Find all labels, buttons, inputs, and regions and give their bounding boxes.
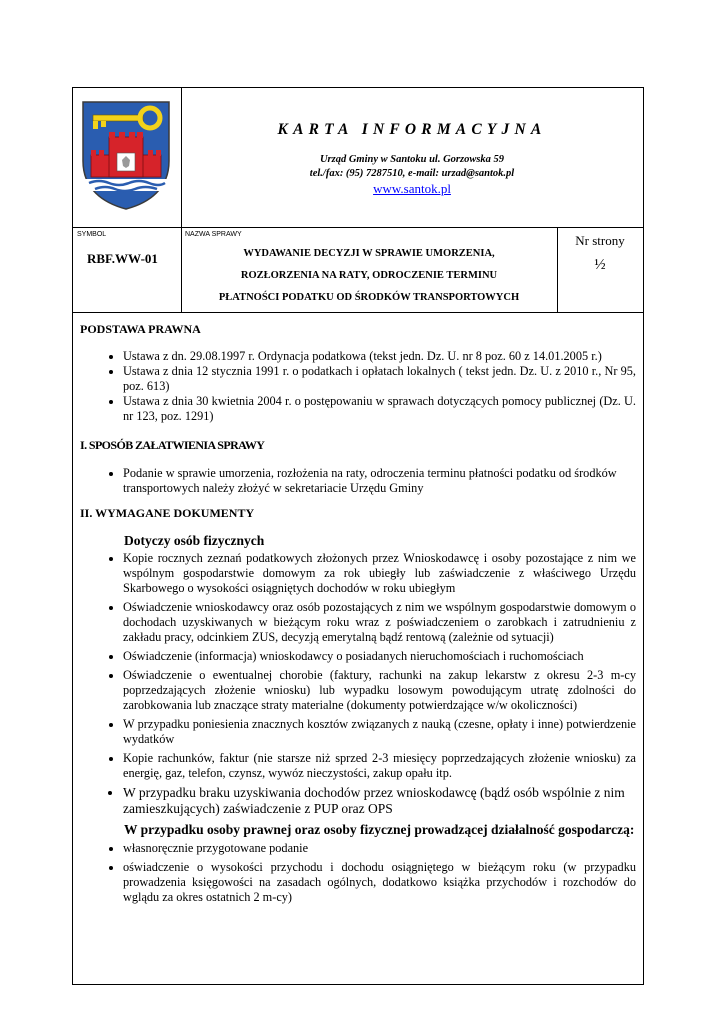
header-text-area	[181, 88, 643, 227]
procedure-heading: I. SPOSÓB ZAŁATWIENIA SPRAWY	[80, 438, 265, 452]
case-name-label: NAZWA SPRAWY	[185, 231, 242, 238]
symbol-label: SYMBOL	[77, 231, 107, 238]
natural-persons-heading: Dotyczy osób fizycznych	[124, 533, 265, 548]
case-name-line: WYDAWANIE DECYZJI W SPRAWIE UMORZENIA,	[243, 248, 495, 259]
website-link[interactable]: www.santok.pl	[373, 181, 451, 196]
document-frame	[72, 87, 644, 985]
case-name-line: ROZŁORZENIA NA RATY, ODROCZENIE TERMINU	[240, 270, 498, 281]
legal-basis-list	[80, 349, 636, 424]
symbol-cell	[73, 227, 182, 312]
office-address: Urząd Gminy w Santoku ul. Gorzowska 59	[319, 154, 505, 165]
page-number-value: ½	[594, 257, 606, 273]
list-item: • W przypadku poniesienia znacznych kosztów związanych z nauką (czesne, opłaty i inne) potwierdzenie wydatków	[123, 717, 636, 747]
list-item: • własnoręcznie przygotowane podanie	[123, 841, 636, 856]
symbol-value: RBF.WW-01	[87, 251, 158, 266]
case-name-line: PŁATNOŚCI PODATKU OD ŚRODKÓW TRANSPORTOWYCH	[218, 292, 520, 303]
procedure-list	[80, 466, 636, 496]
legal-persons-heading: W przypadku osoby prawnej oraz osoby fizycznej prowadzącej działalność gospodarczą:	[124, 822, 635, 837]
documents-heading: II. WYMAGANE DOKUMENTY	[80, 506, 255, 520]
logo-cell	[73, 88, 182, 227]
page-number-label: Nr strony	[575, 233, 625, 248]
legal-persons-list	[80, 841, 636, 905]
document-body	[80, 322, 636, 909]
office-contact: tel./fax: (95) 7287510, e-mail: urzad@santok.pl	[309, 168, 515, 179]
list-item: • Oświadczenie o ewentualnej chorobie (faktury, rachunki na zakup lekarstw z okresu 2-3 m-cy poprzedzających złożenie wniosku) lub wypadku losowym powodującym utratę zdolności do zarobkowania lub znaczące straty materialne (dokumenty potwierdzające w/w okoliczności)	[123, 668, 636, 713]
coat-of-arms-icon	[79, 99, 173, 211]
list-item: • W przypadku braku uzyskiwania dochodów przez wnioskodawcę (bądź osób wspólnie z nim zamieszkujących) zaświadczenie z PUP oraz OPS	[123, 785, 636, 817]
list-item: • Oświadczenie wnioskodawcy oraz osób pozostających z nim we wspólnym gospodarstwie domowym o dochodach uzyskiwanych w bieżącym roku wraz z poświadczeniem o zarobkach i zatrudnieniu z zakładu pracy, odcinkiem ZUS, decyzją emerytalną bądź rentową (zależnie od sytuacji)	[123, 600, 636, 645]
list-item: • Kopie rocznych zeznań podatkowych złożonych przez Wnioskodawcę i osoby pozostające z nim we wspólnym gospodarstwie domowym za rok ubiegły lub zaświadczenie z właściwego Urzędu Skarbowego o wysokości osiągniętych dochodów w roku ubiegłym	[123, 551, 636, 596]
case-name-cell	[181, 227, 558, 312]
list-item: • oświadczenie o wysokości przychodu i dochodu osiągniętego w bieżącym roku (w przypadku prowadzenia księgowości na zasadach ogólnych, dodatkowo książka przychodów i rozchodów do wglądu za okres ostatnich 2 m-cy)	[123, 860, 636, 905]
legal-basis-heading: PODSTAWA PRAWNA	[80, 322, 201, 336]
list-item: • Oświadczenie (informacja) wnioskodawcy o posiadanych nieruchomościach i ruchomościach	[123, 649, 636, 664]
list-item: • Ustawa z dnia 30 kwietnia 2004 r. o postępowaniu w sprawach dotyczących pomocy publicznej (Dz. U. nr 123, poz. 1291)	[123, 394, 636, 424]
natural-persons-list	[80, 551, 636, 817]
list-item: • Podanie w sprawie umorzenia, rozłożenia na raty, odroczenia terminu płatności podatku od środków transportowych należy złożyć w sekretariacie Urzędu Gminy	[123, 466, 636, 496]
page-number-cell	[557, 227, 643, 312]
header-row	[73, 88, 643, 228]
case-info-row	[73, 227, 643, 313]
list-item: • Kopie rachunków, faktur (nie starsze niż sprzed 2-3 miesięcy poprzedzających złożenie wniosku) za energię, gaz, telefon, czynsz, wywóz nieczystości, zakup opału itp.	[123, 751, 636, 781]
list-item: • Ustawa z dn. 29.08.1997 r. Ordynacja podatkowa (tekst jedn. Dz. U. nr 8 poz. 60 z 14.01.2005 r.)	[123, 349, 636, 364]
list-item: • Ustawa z dnia 12 stycznia 1991 r. o podatkach i opłatach lokalnych ( tekst jedn. Dz. U. z 2010 r., Nr 95, poz. 613)	[123, 364, 636, 394]
document-title: KARTA INFORMACYJNA	[277, 121, 547, 138]
